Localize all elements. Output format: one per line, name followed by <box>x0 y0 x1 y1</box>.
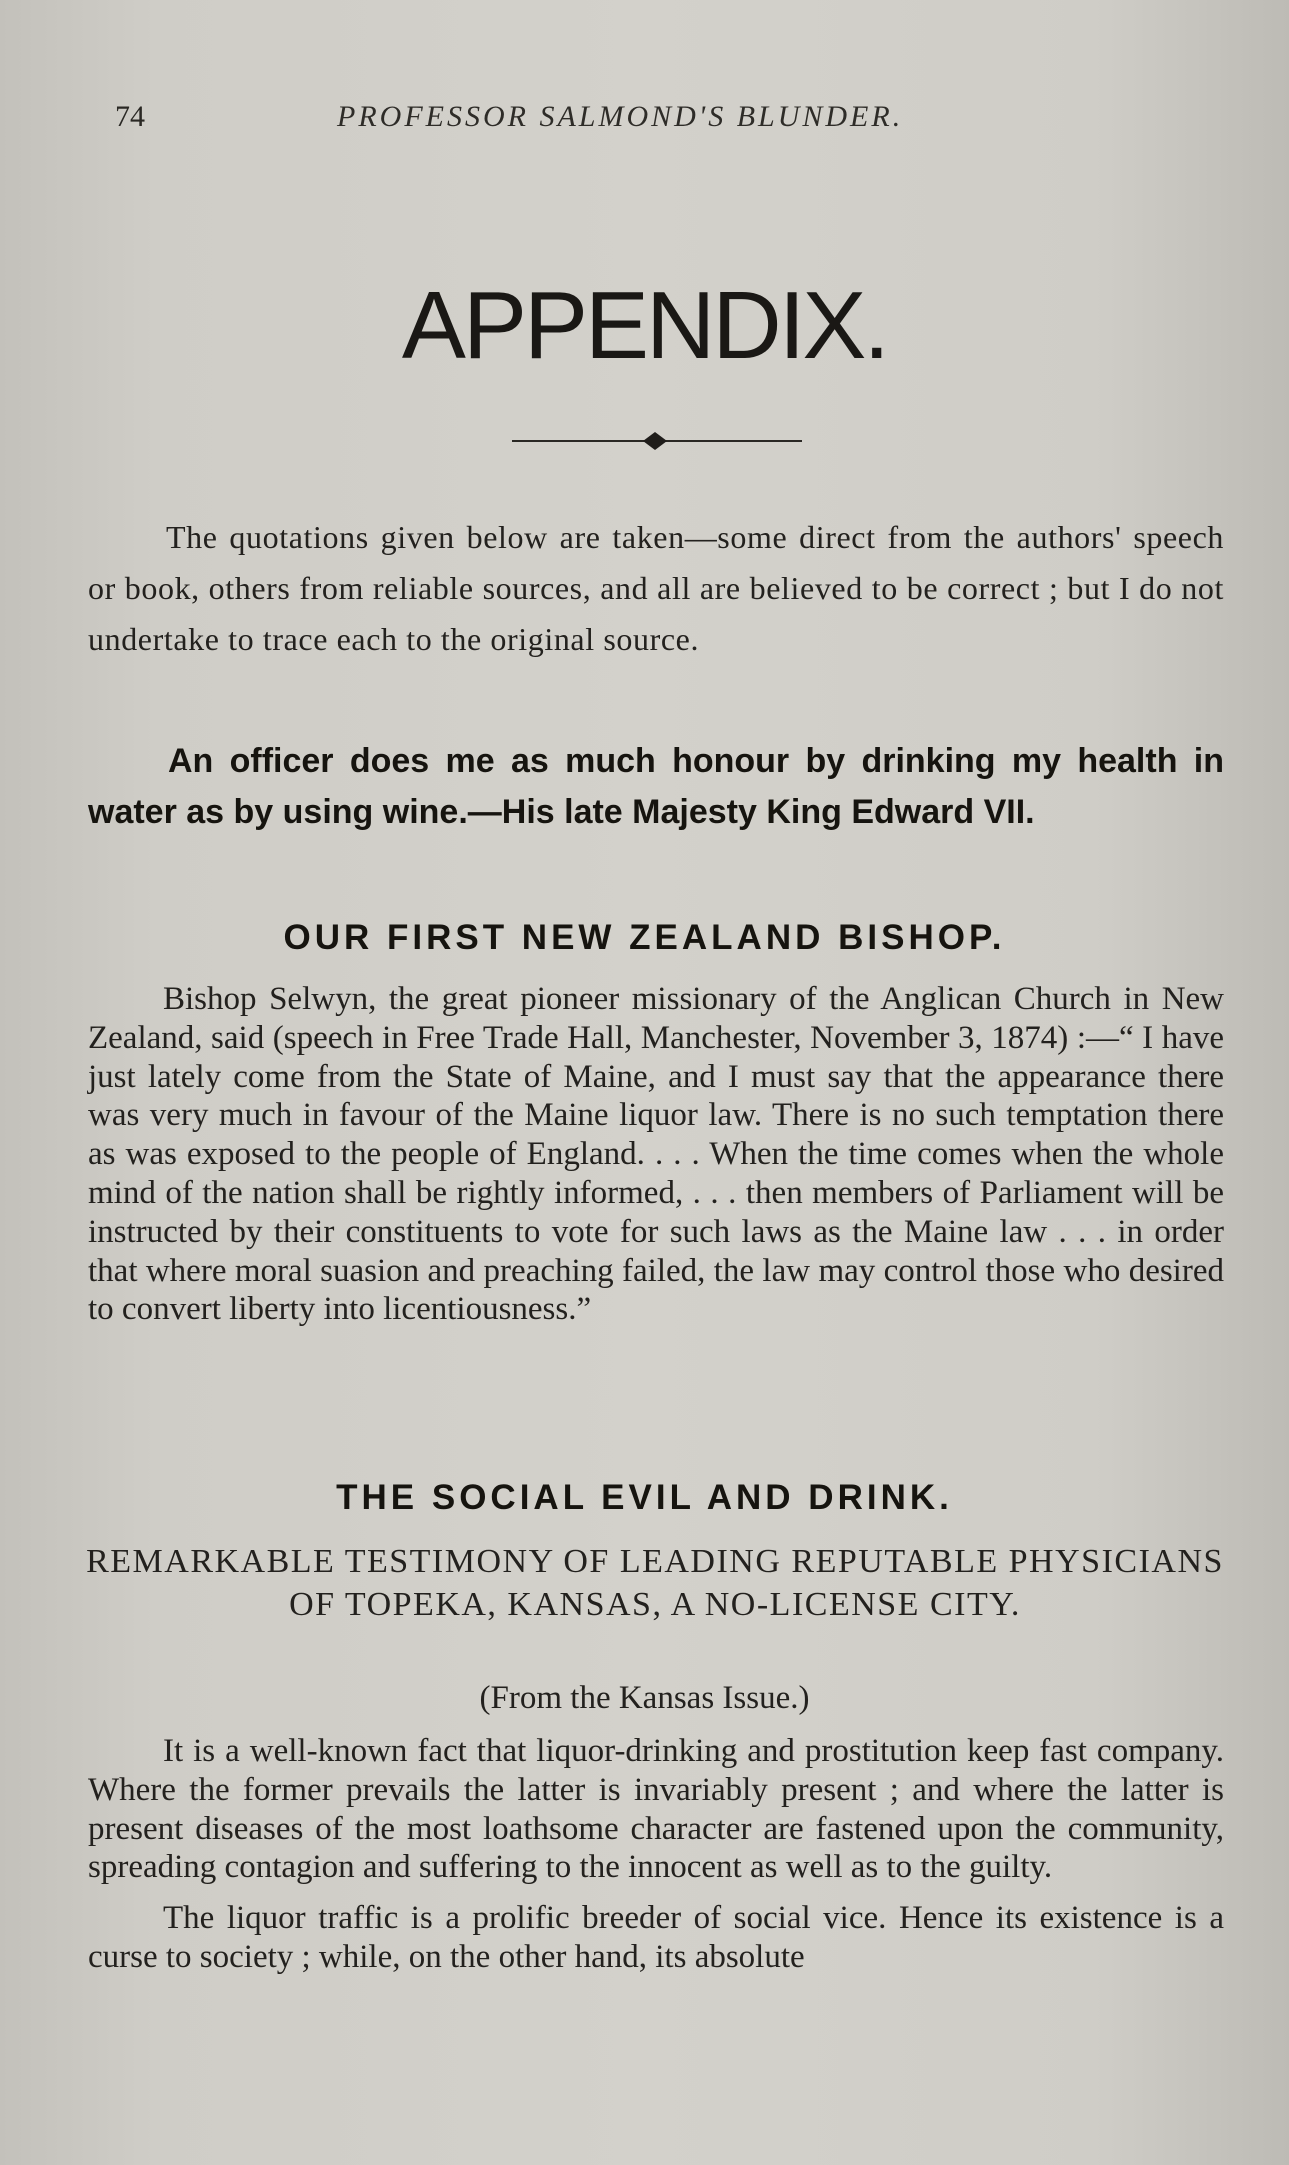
king-edward-quote-text: An officer does me as much honour by drinking my health in water as by using wine.—His late Majesty King Edward VII. <box>88 742 1224 831</box>
bishop-paragraph: Bishop Selwyn, the great pioneer missionary of the Anglican Church in New Zealand, said (speech in Free Trade Hall, Manchester, November 3, 1874) :—“ I have just lately come from the State of Maine, and I must say that the appearance there was very much in favour of the Maine liquor law. There is no such temptation there as was exposed to the people of England. . . . When the time comes when the whole mind of the nation shall be rightly informed, . . . then members of Parliament will be instructed by their constituents to vote for such laws as the Maine law . . . in order that where moral suasion and preaching failed, the law may control those who desired to convert liberty into licentiousness.” <box>88 981 1224 1328</box>
social-paragraph-1: It is a well-known fact that liquor-drinking and prostitution keep fast company. Where the former prevails the latter is invariably present ; and where the latter is present diseases of the most loathsome character are fastened upon the community, spreading contagion and suffering to the innocent as well as to the guilty. <box>88 1733 1224 1886</box>
bishop-section-heading: OUR FIRST NEW ZEALAND BISHOP. <box>283 918 1006 957</box>
intro-text: The quotations given below are taken—some direct from the authors' speech or book, others from reliable sources, and all are believed to be correct ; but I do not undertake to trace each to the original source. <box>88 519 1224 657</box>
running-head <box>115 100 1195 144</box>
appendix-title: APPENDIX. <box>401 272 888 379</box>
page-number: 74 <box>115 100 145 133</box>
rule-with-diamond-icon <box>512 426 802 456</box>
social-section-source: (From the Kansas Issue.) <box>479 1680 810 1716</box>
social-section-body <box>88 1732 1224 1977</box>
running-title: PROFESSOR SALMOND'S BLUNDER. <box>337 100 904 133</box>
social-paragraph-2: The liquor traffic is a prolific breeder of social vice. Hence its existence is a curse to society ; while, on the other hand, its absolute <box>88 1900 1224 1975</box>
bishop-section-body <box>88 980 1224 1329</box>
king-edward-quote <box>88 736 1224 838</box>
social-section-heading: THE SOCIAL EVIL AND DRINK. <box>336 1478 953 1517</box>
social-section-subtitle: REMARKABLE TESTIMONY OF LEADING REPUTABLE PHYSICIANS OF TOPEKA, KANSAS, A NO-LICENSE CITY. <box>86 1543 1224 1623</box>
intro-paragraph <box>88 512 1224 665</box>
